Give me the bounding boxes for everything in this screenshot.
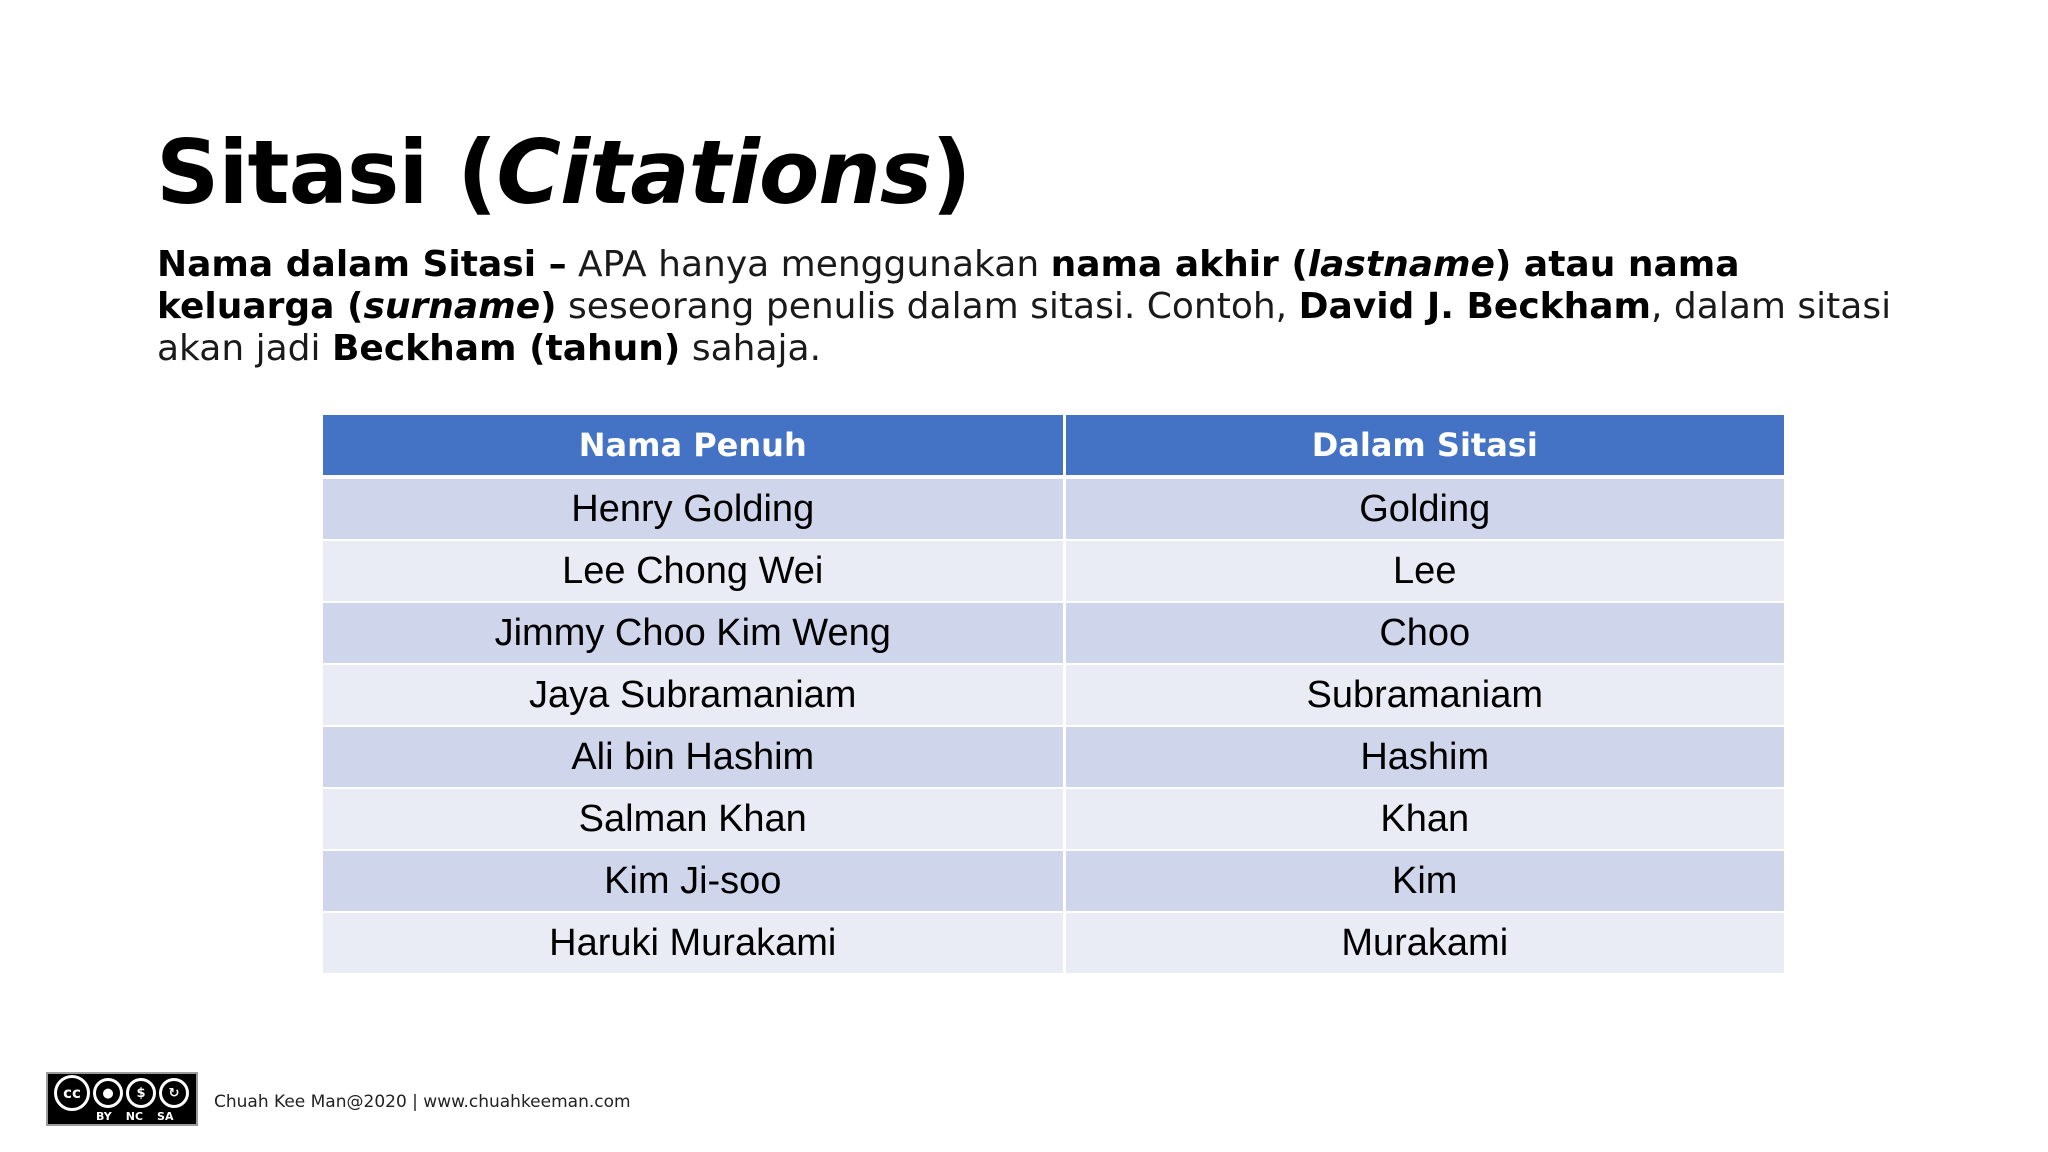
table-row [323,602,1784,664]
table-row [323,664,1784,726]
table-row [323,788,1784,850]
table-row [323,477,1784,540]
intro-text: , dalam sitasi akan jadi [157,286,1892,369]
intro-term-lastname: lastname [1307,244,1495,285]
citation-cell: Khan [1064,788,1784,850]
citation-cell: Murakami [1064,912,1784,974]
citation-table [323,415,1784,975]
slide-title [156,118,971,228]
footer-credit: Chuah Kee Man@2020 | www.chuahkeeman.com [214,1092,631,1112]
header-full-name: Nama Penuh [323,415,1064,477]
license-label-nc: NC [125,1110,144,1123]
table-row [323,850,1784,912]
intro-example-name: David J. Beckham [1298,286,1652,327]
citation-cell: Lee [1064,540,1784,602]
full-name-cell: Jaya Subramaniam [323,664,1064,726]
citation-cell: Choo [1064,602,1784,664]
cc-icon: cc [54,1075,90,1111]
intro-lead: Nama dalam Sitasi – [157,244,567,285]
full-name-cell: Haruki Murakami [323,912,1064,974]
full-name-cell: Kim Ji-soo [323,850,1064,912]
intro-paragraph [157,244,1907,370]
citation-cell: Hashim [1064,726,1784,788]
intro-emphasis: nama akhir ( [1050,244,1308,285]
citation-cell: Kim [1064,850,1784,912]
license-label-sa: SA [157,1110,174,1123]
title-close: ) [931,121,971,224]
full-name-cell: Jimmy Choo Kim Weng [323,602,1064,664]
sa-icon: ↻ [159,1078,189,1108]
intro-text: sahaja. [680,328,822,369]
intro-emphasis: ) [540,286,557,327]
intro-term-surname: surname [363,286,541,327]
table-row [323,726,1784,788]
intro-emphasis: ) atau nama keluarga ( [157,244,1740,327]
full-name-cell: Henry Golding [323,477,1064,540]
table-row [323,540,1784,602]
full-name-cell: Salman Khan [323,788,1064,850]
intro-example-citation: Beckham (tahun) [331,328,681,369]
table-row [323,912,1784,974]
citation-cell: Subramaniam [1064,664,1784,726]
table-header-row [323,415,1784,477]
citation-cell: Golding [1064,477,1784,540]
intro-text: APA hanya menggunakan [566,244,1051,285]
license-label-by: BY [96,1110,112,1123]
full-name-cell: Lee Chong Wei [323,540,1064,602]
title-main: Sitasi ( [156,121,497,224]
nc-icon: $ [126,1078,156,1108]
header-in-citation: Dalam Sitasi [1064,415,1784,477]
title-italic: Citations [496,121,932,224]
full-name-cell: Ali bin Hashim [323,726,1064,788]
by-icon: ● [93,1078,123,1108]
cc-license-badge [46,1072,198,1126]
intro-text: seseorang penulis dalam sitasi. Contoh, [556,286,1299,327]
